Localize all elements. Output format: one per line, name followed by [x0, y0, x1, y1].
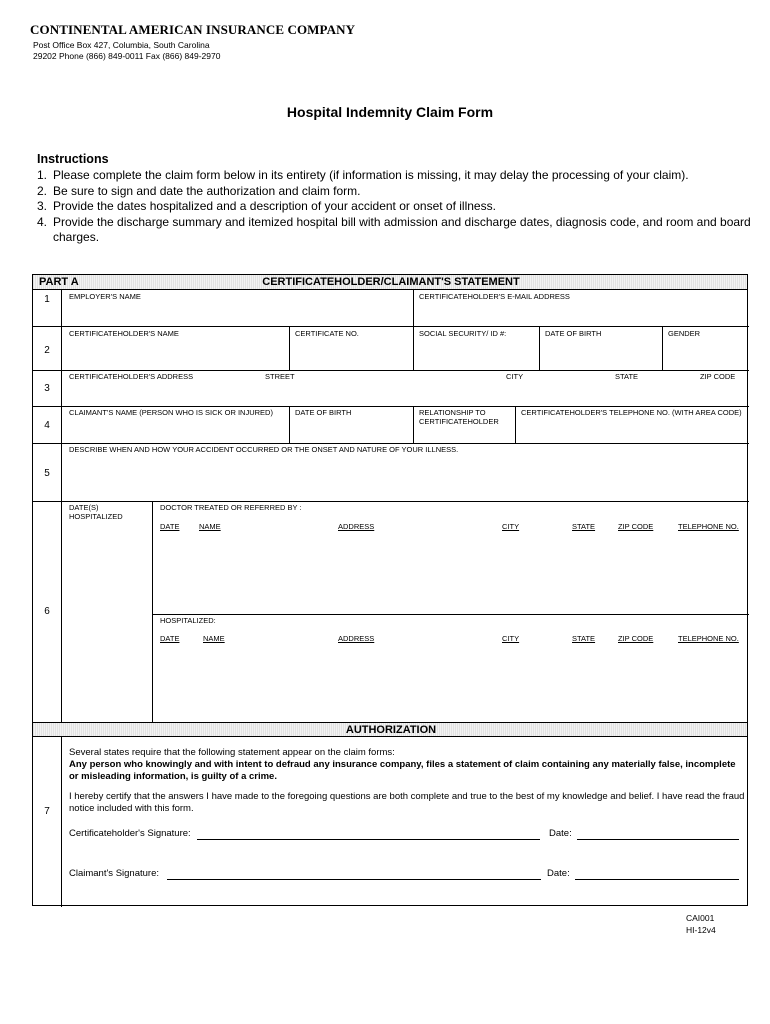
certificateholder-signature-line[interactable]: [197, 839, 540, 840]
hospital-telephone-column: TELEPHONE NO.: [678, 634, 739, 643]
company-contact: 29202 Phone (866) 849-0011 Fax (866) 849-2970: [33, 51, 221, 61]
instruction-number: 3.: [37, 199, 48, 213]
hospital-state-column: STATE: [572, 634, 596, 643]
form-code: CAI001: [686, 913, 715, 923]
street-label: STREET: [265, 372, 295, 381]
hospital-address-column: ADDRESS: [338, 634, 375, 643]
instructions-list: [37, 168, 757, 246]
row-number: 4: [44, 420, 50, 431]
row-number: 3: [44, 383, 50, 394]
cell-divider: [539, 326, 540, 370]
certification-statement: I hereby certify that the answers I have made to the foregoing questions are both complete and true to the best of my knowledge and belief. I have read the fraud notice included with this form.: [69, 791, 745, 814]
row-number: 7: [44, 806, 50, 817]
describe-accident-field[interactable]: DESCRIBE WHEN AND HOW YOUR ACCIDENT OCCURRED OR THE ONSET AND NATURE OF YOUR ILLNESS.: [69, 445, 459, 454]
cell-divider: [662, 326, 663, 370]
employer-name-field[interactable]: EMPLOYER'S NAME: [69, 292, 141, 301]
hospital-city-column: CITY: [502, 634, 520, 643]
dates-hospitalized-field[interactable]: DATE(S): [69, 503, 99, 512]
company-name: CONTINENTAL AMERICAN INSURANCE COMPANY: [30, 22, 356, 37]
part-a-label: PART A: [39, 276, 79, 288]
cell-divider: [289, 326, 290, 370]
doctor-date-column: DATE: [160, 522, 180, 531]
form-title: Hospital Indemnity Claim Form: [286, 104, 494, 120]
instruction-number: 1.: [37, 168, 48, 182]
cell-divider: [413, 326, 414, 370]
row-divider: [152, 614, 749, 615]
instructions-heading: Instructions: [37, 152, 109, 166]
doctor-state-column: STATE: [572, 522, 596, 531]
section-title: CERTIFICATEHOLDER/CLAIMANT'S STATEMENT: [262, 276, 520, 288]
fraud-notice: Any person who knowingly and with intent to defraud any insurance company, files a statement of claim containing any materially false, incomplete or misleading information, is guilty of a crime.: [69, 759, 736, 782]
certificateholder-name-field[interactable]: CERTIFICATEHOLDER'S NAME: [69, 329, 179, 338]
dates-hospitalized-field-line2: HOSPITALIZED: [69, 512, 123, 521]
instruction-item: [37, 199, 757, 215]
row-divider: [33, 406, 749, 407]
claimant-date-label: Date:: [547, 868, 570, 879]
row-number-divider: [61, 290, 62, 907]
certificateholder-date-label: Date:: [549, 828, 572, 839]
claimant-date-of-birth-field[interactable]: DATE OF BIRTH: [295, 408, 352, 417]
row-divider: [33, 326, 749, 327]
cell-divider: [413, 290, 414, 326]
state-label: STATE: [615, 372, 639, 381]
doctor-city-column: CITY: [502, 522, 520, 531]
telephone-field[interactable]: CERTIFICATEHOLDER'S TELEPHONE NO. (WITH AREA CODE): [521, 408, 742, 417]
instruction-text: Provide the discharge summary and itemized hospital bill with admission and discharge dates, diagnosis code, and room and board charges.: [53, 214, 751, 244]
certificateholder-address-field[interactable]: CERTIFICATEHOLDER'S ADDRESS: [69, 372, 194, 381]
certificateholder-signature-label: Certificateholder's Signature:: [69, 828, 191, 839]
hospital-name-column: NAME: [203, 634, 225, 643]
claimant-date-line[interactable]: [575, 879, 739, 880]
cell-divider: [289, 406, 290, 443]
instruction-text: Please complete the claim form below in its entirety (if information is missing, it may delay the processing of your claim).: [53, 168, 689, 182]
part-a-header: [33, 275, 747, 290]
instruction-number: 2.: [37, 183, 48, 198]
claimant-signature-label: Claimant's Signature:: [69, 868, 159, 879]
authorization-title: AUTHORIZATION: [345, 724, 437, 736]
doctor-zip-column: ZIP CODE: [618, 522, 654, 531]
certificateholder-date-line[interactable]: [577, 839, 739, 840]
certificate-number-field[interactable]: CERTIFICATE NO.: [295, 329, 359, 338]
row-number: 6: [44, 606, 50, 617]
claim-form: [32, 274, 748, 906]
social-security-field[interactable]: SOCIAL SECURITY/ ID #:: [419, 329, 507, 338]
zip-code-label: ZIP CODE: [700, 372, 736, 381]
authorization-header: [33, 722, 747, 737]
authorization-intro: Several states require that the following statement appear on the claim forms:: [69, 747, 395, 758]
row-divider: [33, 370, 749, 371]
row-divider: [33, 501, 749, 502]
row-number: 2: [44, 345, 50, 356]
doctor-telephone-column: TELEPHONE NO.: [678, 522, 739, 531]
cell-divider: [413, 406, 414, 443]
email-field[interactable]: CERTIFICATEHOLDER'S E-MAIL ADDRESS: [419, 292, 570, 301]
instruction-text: Provide the dates hospitalized and a description of your accident or onset of illness.: [53, 199, 496, 213]
row-number: 5: [44, 468, 50, 479]
doctor-field[interactable]: DOCTOR TREATED OR REFERRED BY :: [160, 503, 302, 512]
row-divider: [33, 443, 749, 444]
claimant-name-field[interactable]: CLAIMANT'S NAME (PERSON WHO IS SICK OR INJURED): [69, 408, 273, 417]
date-of-birth-field[interactable]: DATE OF BIRTH: [545, 329, 602, 338]
doctor-address-column: ADDRESS: [338, 522, 375, 531]
cell-divider: [515, 406, 516, 443]
form-version: HI-12v4: [686, 925, 716, 935]
instruction-text: Be sure to sign and date the authorization and claim form.: [53, 183, 361, 198]
instruction-item: [37, 215, 757, 246]
gender-field[interactable]: GENDER: [668, 329, 701, 338]
relationship-field[interactable]: RELATIONSHIP TO: [419, 408, 486, 417]
cell-divider: [152, 501, 153, 722]
hospital-zip-column: ZIP CODE: [618, 634, 654, 643]
instruction-item: [37, 168, 757, 184]
hospital-date-column: DATE: [160, 634, 180, 643]
instruction-item: [37, 184, 757, 200]
instruction-number: 4.: [37, 214, 48, 229]
city-label: CITY: [506, 372, 524, 381]
company-address: Post Office Box 427, Columbia, South Carolina: [33, 40, 210, 50]
doctor-name-column: NAME: [199, 522, 221, 531]
relationship-field-line2: CERTIFICATEHOLDER: [419, 417, 499, 426]
claimant-signature-line[interactable]: [167, 879, 541, 880]
hospitalized-field[interactable]: HOSPITALIZED:: [160, 616, 216, 625]
row-number: 1: [44, 294, 50, 305]
